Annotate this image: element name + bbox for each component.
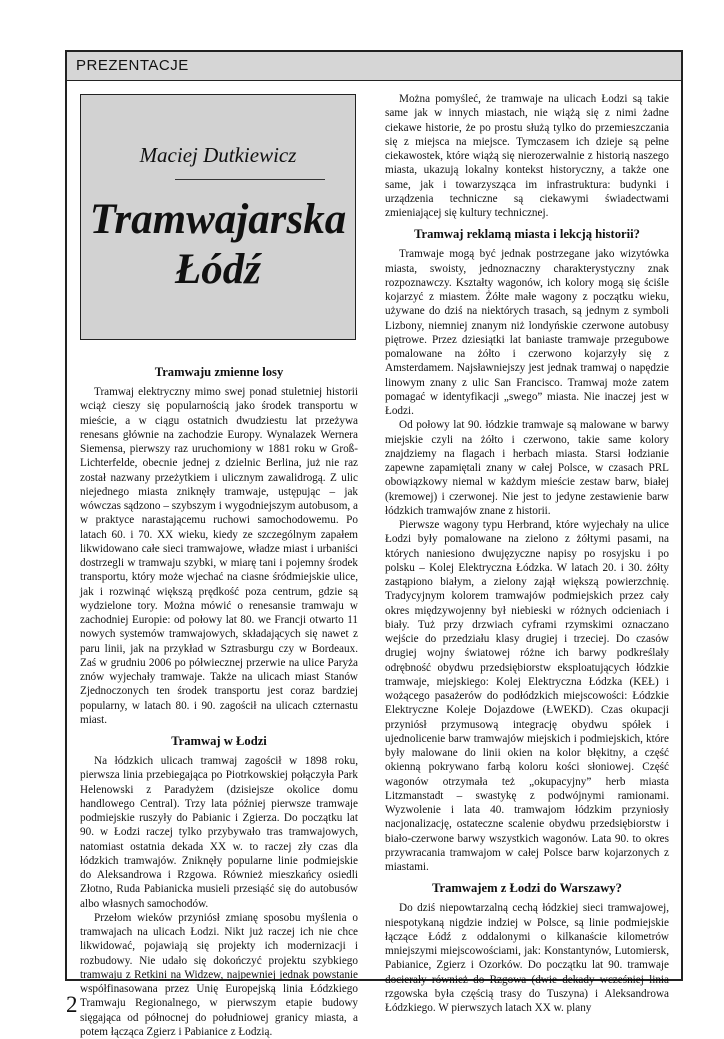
paragraph: Od połowy lat 90. łódzkie tramwaje są malowane w barwy miejskie czyli na żółto i czerwono, takie same kolory znajdziemy na flagach i herbach miasta. Starsi łodzianie zapewne zapamiętali znany w całej Polsce, w czasach PRL obowiązkowy niemal w każdym mieście zestaw barw, białej (kremowej) i czerwonej. Nie jest to jedyne zestawienie barw łódzkich tramwajów znane z historii. <box>385 419 669 517</box>
section-label: PREZENTACJE <box>76 57 189 74</box>
right-column <box>385 92 669 1015</box>
title-line-2: Łódź <box>175 246 261 293</box>
paragraph: Przełom wieków przyniósł zmianę sposobu myślenia o tramwajach na ulicach Łodzi. Nikt już raczej ich nie chce likwidować, pojawiają się projekty ich modernizacji i rozbudowy. Nie udało się dokończyć projektu szybkiego tramwaju z Retkini na Widzew, najpewniej jednak powstanie współfinasowana przez Unię Europejską linia Łódzkiego Tramwaju Regionalnego, w pierwszym etapie budowy sięgająca od północnej do południowej granicy miasta, a potem łącząca Zgierz i Pabianice z Łodzią. <box>80 911 358 1038</box>
author-name: Maciej Dutkiewicz <box>139 143 297 167</box>
article-frame <box>65 50 683 1038</box>
section-heading: Tramwaj reklamą miasta i lekcją historii? <box>414 227 640 242</box>
paragraph: Pierwsze wagony typu Herbrand, które wyjechały na ulice Łodzi były pomalowane na zielono z żółtymi pasami, na których naniesiono dwujęzyczne napisy po rosyjsku i po polsku – Kolej Elektryczna Łódzka. W latach 20. i 30. żółty zastąpiono białym, a zielony zajął większą powierzchnię. Tradycyjnym kolorem tramwajów podmiejskich przez cały okres międzywojenny był niebieski w różnych odcieniach i biały. Tuż przy drzwiach cyframi rzymskimi oznaczano wejście do przedziału klasy drugiej i trzeciej. Do czasów drugiej wojny światowej różne ich barwy podkreślały odrębność obydwu przedsiębiorstw eksploatujących łódzkie tramwaje, miejskiego: Kolej Elektryczna Łódzka (KEŁ) i wożącego pasażerów do podłódzkich miejscowości: Łódzkie Elektryczne Koleje Dojazdowe (ŁWEKD). Czas okupacji przyniósł przymusową integrację obydwu spółek i ujednolicenie barw tramwajów miejskich i podmiejskich, które były malowane do linii okien na kolor błękitny, a część okienną pokrywano farbą koloru kości słoniowej. Część wagonów otrzymała też „okupacyjny” herb miasta Litzmanstadt – swastykę z podwójnymi ramionami. Wyzwolenie i lata 40. tramwajom łódzkim przyniosły nacjonalizację, ostateczne scalenie obydwu przedsiębiorstw i biało-czerwone barwy wszystkich wagonów. Lata 90. to okres przywracania tramwajom w całej Polsce barw kojarzonych z miastami. <box>385 519 669 873</box>
section-heading: Tramwaju zmienne losy <box>154 365 284 379</box>
author-divider <box>175 179 325 180</box>
paragraph: Na łódzkich ulicach tramwaj zagościł w 1898 roku, pierwsza linia przebiegająca po Piotrkowskiej połączyła Park Helenowski z Paradyżem (dzisiejsze okolice domu handlowego Central). Trzy lata później pierwsze tramwaje podmiejskie ruszyły do Pabianic i Zgierza. Do początku lat 90. w Łodzi raczej tylko przybywało tras tramwajowych, natomiast ostatnia dekada XX w. to raczej zły czas dla łódzkich tramwajów. Zniknęły popularne linie podmiejskie do Aleksandrowa i Rzgowa. Również mieszkańcy osiedli Złotno, Ruda Pabianicka musieli przesiąść się do autobusów albo własnych samochodów. <box>80 755 358 910</box>
section-heading: Tramwaj w Łodzi <box>171 734 267 748</box>
title-line-1: Tramwajarska <box>89 196 347 243</box>
page-number: 2 <box>66 992 78 1017</box>
paragraph: Do dziś niepowtarzalną cechą łódzkiej sieci tramwajowej, niespotykaną nigdzie indziej w Polsce, są linie podmiejskie łączące Łódź z oddalonymi o kilkanaście kilometrów mniejszymi miejscowościami, jak: Konstantynów, Lutomiersk, Pabianice, Zgierz i Ozorków. Do początku lat 90. tramwaje docierały również do Rzgowa (dwie dekady wcześniej linia rzgowska była częścią trasy do Tuszyna) i Aleksandrowa Łódzkiego. W pierwszych latach XX w. plany <box>385 902 669 1014</box>
left-column <box>80 365 358 1039</box>
article-title <box>81 195 355 295</box>
paragraph: Tramwaj elektryczny mimo swej ponad stuletniej historii wciąż cieszy się popularnością jako środek transportu w mieście, a w ciągu ostatnich dwudziestu lat przeżywa renesans głównie na zachodzie Europy. Wynalazek Wernera Siemensa, pierwszy raz uruchomiony w 1881 roku w Groß-Lichterfelde, obecnie jednej z dzielnic Berlina, już nie raz został nazwany przeżytkiem i ulicznym zawalidrogą. Z ulic niejednego miasta zniknęły tramwaje, ustępując – jak wówczas sądzono – szybszym i wygodniejszym autobusom, a w praktyce narastającemu ruchowi samochodowemu. Po latach 60. i 70. XX wieku, kiedy ze szczególnym zapałem likwidowano całe sieci tramwajowe, władze miast i urbaniści dostrzegli w tramwaju szybki, w miarę tani i pojemny środek transportu, który może wjechać na ciasne śródmiejskie ulice, jak i rozwinąć większą prędkość poza centrum, gdzie są wydzielone tory. Można mówić o renesansie tramwaju w zachodniej Europie: od połowy lat 80. we Francji otwarto 11 nowych systemów tramwajowych, składających się nawet z paru linii, jak na przykład w Sztrasburgu czy w Bordeaux. Zaś w grudniu 2006 po półwiecznej przerwie na ulice Paryża znów wyjechały tramwaje. Także na ulicach miast Stanów Zjednoczonych ten środek transportu jest coraz bardziej popularny, w latach 80. i 90. zagościł na ulicach czternastu miast. <box>80 386 358 726</box>
title-box <box>80 94 356 340</box>
section-header-bar <box>67 52 681 81</box>
paragraph: Można pomyśleć, że tramwaje na ulicach Łodzi są takie same jak w innych miastach, nie wiążą się z nimi żadne ciekawe historie, że po prostu służą tylko do przemieszczania się z miejsca na miejsce. Tymczasem ich dzieje są pełne ciekawostek, które wiążą się nierozerwalnie z historią naszego miasta, ukazują lokalny kontekst historyczny, a także one same, jak i towarzysząca im infrastruktura: budynki i urządzenia techniczne są ciekawymi świadectwami zmieniającej się kultury technicznej. <box>385 93 669 219</box>
paragraph: Tramwaje mogą być jednak postrzegane jako wizytówka miasta, swoisty, jednoznaczny charakterystyczny znak rozpoznawczy. Kształty wagonów, ich kolory mogą się ściśle kojarzyć z miastem. Żółte małe wagony z początku wieku, używane do dziś na niektórych trasach, są jednym z symboli Lizbony, niemniej znanym niż londyńskie czerwone autobusy piętrowe. Przez dziesiątki lat baniaste tramwaje przegubowe pomalowane na żółto i czerwono kojarzyły się z Amsterdamem. Najsławniejszy jest jednak tramwaj o napędzie linowym znany z ulic San Francisco. Tramwaj może zatem pomagać w identyfikacji „swego” miasta. Nie inaczej jest w Łodzi. <box>385 248 669 417</box>
section-heading: Tramwajem z Łodzi do Warszawy? <box>432 881 622 896</box>
